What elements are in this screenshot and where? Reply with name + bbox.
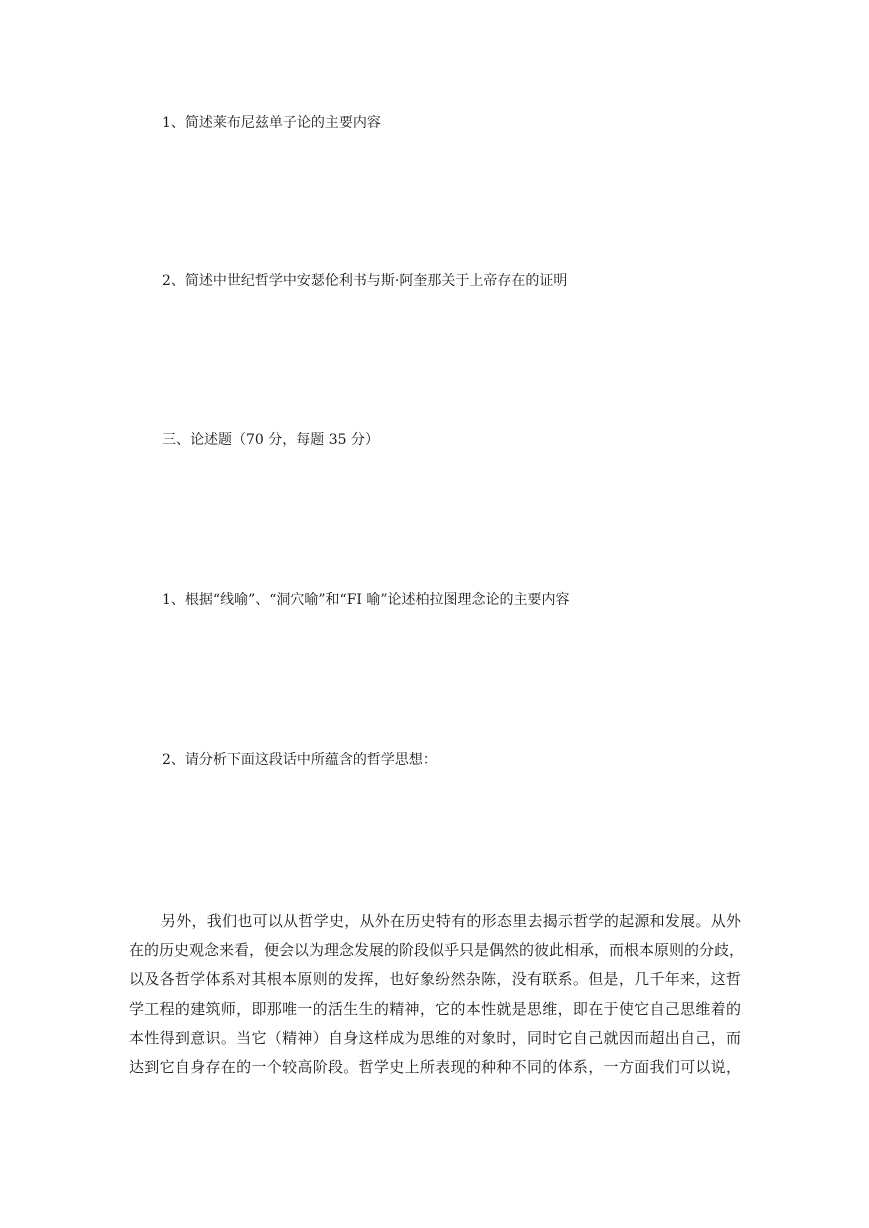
question-1-monadology: 1、简述莱布尼兹单子论的主要内容 (162, 115, 381, 131)
passage-line: 另外，我们也可以从哲学史，从外在历史特有的形态里去揭示哲学的起源和发展。从外 (161, 912, 741, 930)
passage-line: 达到它自身存在的一个较高阶段。哲学史上所表现的种种不同的体系，一方面我们可以说， (129, 1057, 741, 1076)
question-3-plato-theory-of-forms: 1、根据“线喻”、“洞穴喻”和“FI 喻”论述柏拉图理念论的主要内容 (162, 592, 570, 608)
quoted-passage (129, 907, 745, 1082)
passage-line: 在的历史观念来看，便会以为理念发展的阶段似乎只是偶然的彼此相承，而根本原则的分歧， (129, 941, 745, 960)
question-4-analyze-passage: 2、请分析下面这段话中所蕴含的哲学思想： (162, 752, 437, 768)
question-2-proofs-of-god: 2、简述中世纪哲学中安瑟伦利书与斯·阿奎那关于上帝存在的证明 (162, 273, 568, 289)
section-3-heading: 三、论述题（70 分，每题 35 分） (162, 432, 379, 448)
passage-line: 本性得到意识。当它（精神）自身这样成为思维的对象时，同时它自己就因而超出自己，而 (129, 1028, 741, 1047)
passage-line: 学工程的建筑师，即那唯一的活生生的精神，它的本性就是思维，即在于使它自己思维着的 (129, 999, 741, 1018)
passage-line: 以及各哲学体系对其根本原则的发挥，也好象纷然杂陈，没有联系。但是，几千年来，这哲 (129, 970, 741, 989)
